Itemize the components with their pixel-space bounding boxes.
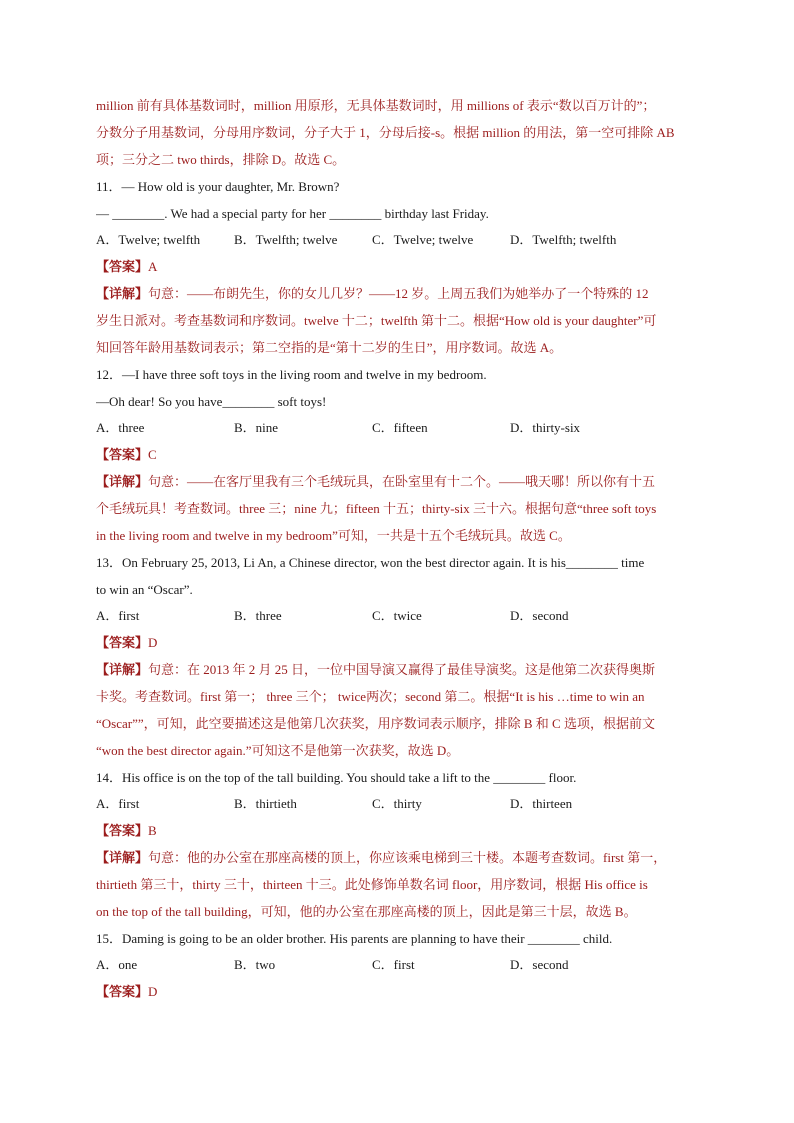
answer-value: C <box>148 447 157 462</box>
answer-value: D <box>148 984 158 999</box>
question-stem: — ________. We had a special party for her ________ birthday last Friday. <box>96 206 489 221</box>
option-c: C．first <box>372 957 415 972</box>
options-row <box>96 227 716 253</box>
answer-value: D <box>148 635 158 650</box>
detail-tag: 【详解】 <box>96 286 149 301</box>
document-page <box>96 92 716 1005</box>
answer-line <box>96 629 716 656</box>
option-c: C．twice <box>372 608 422 623</box>
detail-line <box>96 280 716 307</box>
detail-tag: 【详解】 <box>96 850 149 865</box>
options-row <box>96 791 716 817</box>
continuation-line: 项；三分之二 two thirds，排除 D。故选 C。 <box>96 152 346 167</box>
option-b: B．three <box>234 608 282 623</box>
answer-tag: 【答案】 <box>96 984 149 999</box>
option-a: A．one <box>96 957 138 972</box>
detail-text: 个毛绒玩具！考查数词。three 三；nine 九；fifteen 十五；thirty-six 三十六。根据句意“three soft toys <box>96 501 657 516</box>
question-stem: 14．His office is on the top of the tall building. You should take a lift to the ________ floor. <box>96 770 577 785</box>
option-d: D．thirty-six <box>510 420 581 435</box>
option-c: C．fifteen <box>372 420 428 435</box>
answer-value: A <box>148 259 158 274</box>
option-b: B．Twelfth; twelve <box>234 232 338 247</box>
answer-tag: 【答案】 <box>96 447 149 462</box>
option-b: B．thirtieth <box>234 796 297 811</box>
detail-text: 知回答年龄用基数词表示；第二空指的是“第十二岁的生日”，用序数词。故选 A。 <box>96 340 563 355</box>
detail-text: on the top of the tall building，可知，他的办公室在那座高楼的顶上，因此是第三十层，故选 B。 <box>96 904 637 919</box>
continuation-line: million 前有具体基数词时，million 用原形，无具体基数词时，用 millions of 表示“数以百万计的”； <box>96 98 656 113</box>
option-d: D．second <box>510 957 569 972</box>
option-a: A．first <box>96 796 140 811</box>
answer-tag: 【答案】 <box>96 823 149 838</box>
question-stem: to win an “Oscar”. <box>96 582 193 597</box>
answer-line <box>96 441 716 468</box>
question-13 <box>96 549 716 764</box>
detail-text: 岁生日派对。考查基数词和序数词。twelve 十二；twelfth 第十二。根据“How old is your daughter”可 <box>96 313 657 328</box>
question-stem: —Oh dear! So you have________ soft toys! <box>96 394 327 409</box>
answer-line <box>96 817 716 844</box>
option-c: C．Twelve; twelve <box>372 232 474 247</box>
question-14 <box>96 764 716 925</box>
options-row <box>96 603 716 629</box>
detail-text: 句意：——在客厅里我有三个毛绒玩具，在卧室里有十二个。——哦天哪！所以你有十五 <box>148 474 656 489</box>
detail-text: 句意：他的办公室在那座高楼的顶上，你应该乘电梯到三十楼。本题考查数词。first 第一， <box>148 850 667 865</box>
question-stem: 13．On February 25, 2013, Li An, a Chinese director, won the best director again. It is his________ time <box>96 555 645 570</box>
detail-text: “Oscar””，可知，此空要描述这是他第几次获奖，用序数词表示顺序，排除 B 和 C 选项，根据前文 <box>96 716 655 731</box>
answer-line <box>96 978 716 1005</box>
option-b: B．nine <box>234 420 279 435</box>
options-row <box>96 415 716 441</box>
answer-line <box>96 253 716 280</box>
option-b: B．two <box>234 957 276 972</box>
option-d: D．Twelfth; twelfth <box>510 232 617 247</box>
option-a: A．first <box>96 608 140 623</box>
question-11 <box>96 173 716 361</box>
detail-text: 句意：——布朗先生，你的女儿几岁？——12 岁。上周五我们为她举办了一个特殊的 12 <box>148 286 649 301</box>
detail-line <box>96 844 716 871</box>
answer-value: B <box>148 823 157 838</box>
detail-text: thirtieth 第三十，thirty 三十，thirteen 十三。此处修饰单数名词 floor，用序数词，根据 His office is <box>96 877 648 892</box>
detail-line <box>96 656 716 683</box>
answer-tag: 【答案】 <box>96 259 149 274</box>
option-a: A．three <box>96 420 145 435</box>
question-12 <box>96 361 716 549</box>
question-15 <box>96 925 716 1005</box>
detail-tag: 【详解】 <box>96 474 149 489</box>
continuation-block <box>96 92 716 173</box>
detail-text: 句意：在 2013 年 2 月 25 日，一位中国导演又赢得了最佳导演奖。这是他第二次获得奥斯 <box>148 662 656 677</box>
continuation-line: 分数分子用基数词，分母用序数词，分子大于 1，分母后接-s。根据 million 的用法，第一空可排除 AB <box>96 125 675 140</box>
option-a: A．Twelve; twelfth <box>96 232 201 247</box>
detail-text: in the living room and twelve in my bedroom”可知，一共是十五个毛绒玩具。故选 C。 <box>96 528 571 543</box>
question-stem: 11．— How old is your daughter, Mr. Brown? <box>96 179 340 194</box>
detail-tag: 【详解】 <box>96 662 149 677</box>
question-stem: 15．Daming is going to be an older brother. His parents are planning to have their ________ child. <box>96 931 613 946</box>
detail-text: 卡奖。考查数词。first 第一； three 三个； twice两次；second 第二。根据“It is his …time to win an <box>96 689 645 704</box>
answer-tag: 【答案】 <box>96 635 149 650</box>
detail-line <box>96 468 716 495</box>
options-row <box>96 952 716 978</box>
option-d: D．thirteen <box>510 796 573 811</box>
question-stem: 12．—I have three soft toys in the living room and twelve in my bedroom. <box>96 367 487 382</box>
detail-text: “won the best director again.”可知这不是他第一次获奖，故选 D。 <box>96 743 460 758</box>
option-c: C．thirty <box>372 796 422 811</box>
option-d: D．second <box>510 608 569 623</box>
